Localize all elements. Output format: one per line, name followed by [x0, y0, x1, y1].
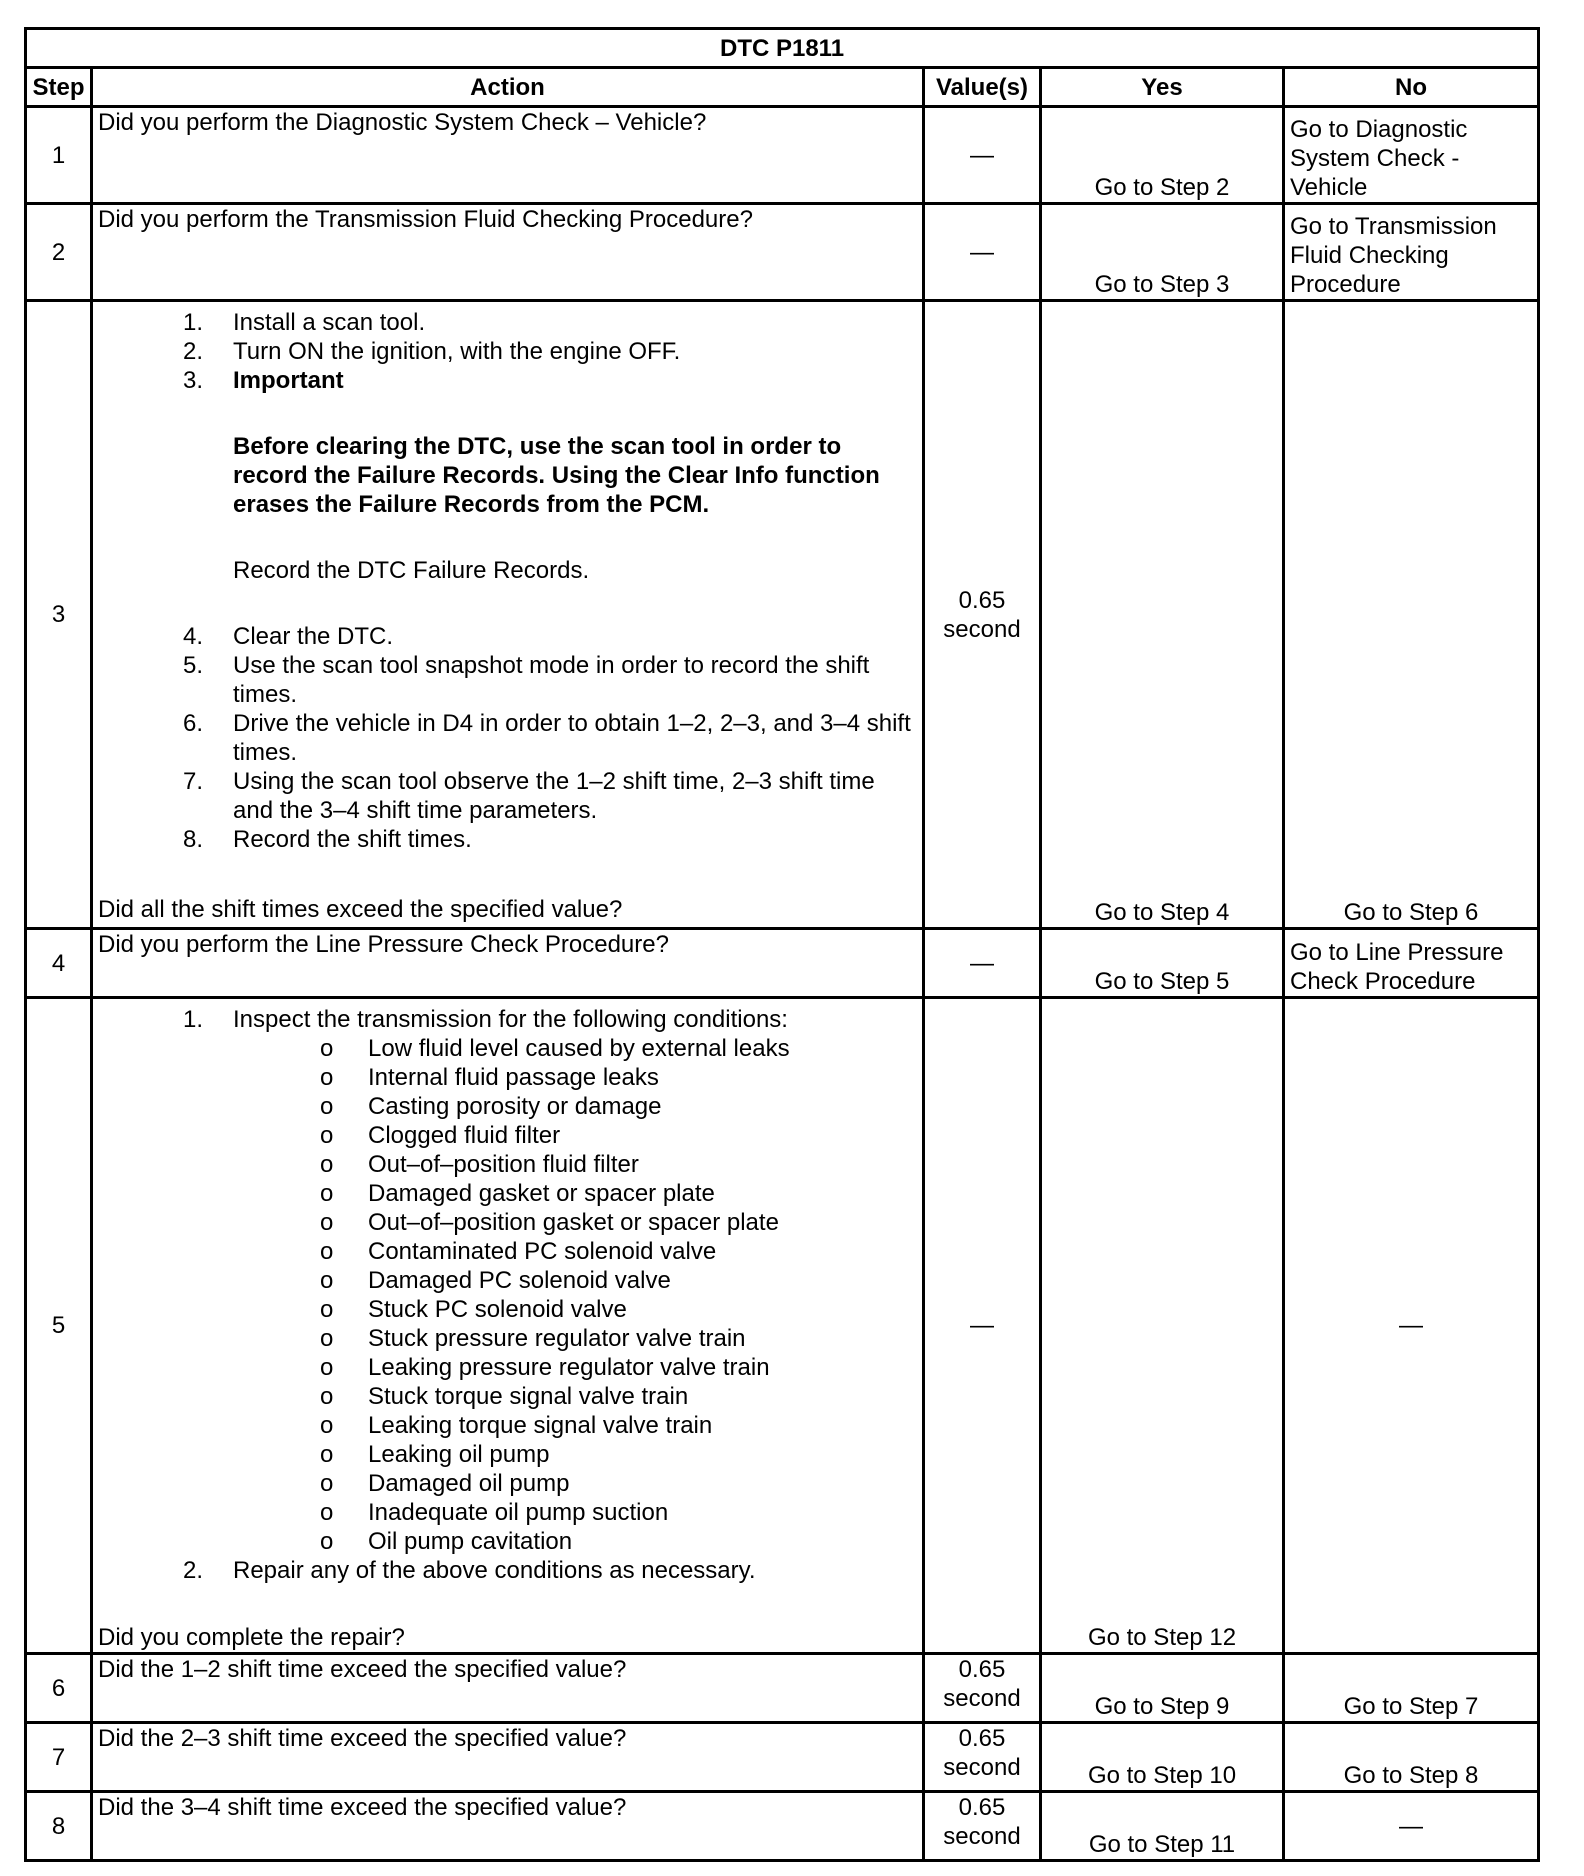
step-number: 6 [26, 1654, 92, 1723]
list-item: o Stuck pressure regulator valve train [320, 1325, 746, 1352]
list-item: 5. Use the scan tool snapshot mode in order to record the shift times. [182, 652, 870, 708]
table-row [26, 1792, 1539, 1861]
no-cell: Go to Line Pressure Check Procedure [1284, 929, 1539, 998]
no-cell: Go to Step 7 [1284, 1654, 1539, 1723]
table-row [26, 1654, 1539, 1723]
list-item: 4. Clear the DTC. [182, 623, 394, 650]
header-no: No [1284, 68, 1539, 107]
list-item: o Leaking oil pump [320, 1441, 550, 1468]
table-row [26, 1723, 1539, 1792]
record-note: Record the DTC Failure Records. [233, 557, 590, 584]
list-item: o Damaged PC solenoid valve [320, 1267, 671, 1294]
action-question: Did you perform the Diagnostic System Check – Vehicle? [92, 107, 924, 204]
value-cell: 0.65 second [924, 301, 1041, 929]
table-row [26, 301, 1539, 929]
value-cell: 0.65 second [924, 1792, 1041, 1861]
action-question: Did you perform the Transmission Fluid Checking Procedure? [92, 204, 924, 301]
step-number: 2 [26, 204, 92, 301]
list-item: 8. Record the shift times. [182, 826, 472, 853]
list-item: 1. Inspect the transmission for the following conditions: [182, 1006, 788, 1033]
step-number: 4 [26, 929, 92, 998]
list-item: o Casting porosity or damage [320, 1093, 662, 1120]
table-row [26, 998, 1539, 1654]
procedure-list [98, 308, 917, 395]
list-item: o Oil pump cavitation [320, 1528, 573, 1555]
list-item: 7. Using the scan tool observe the 1–2 shift time, 2–3 shift time and the 3–4 shift time parameters. [182, 768, 875, 824]
action-question: Did the 3–4 shift time exceed the specified value? [92, 1792, 924, 1861]
step-number: 5 [26, 998, 92, 1654]
yes-cell: Go to Step 9 [1041, 1654, 1284, 1723]
step-number: 8 [26, 1792, 92, 1861]
header-step: Step [26, 68, 92, 107]
no-cell: Go to Step 8 [1284, 1723, 1539, 1792]
list-item: o Internal fluid passage leaks [320, 1064, 659, 1091]
no-cell: Go to Step 6 [1284, 301, 1539, 929]
procedure-list [98, 1005, 917, 1034]
header-action: Action [92, 68, 924, 107]
header-yes: Yes [1041, 68, 1284, 107]
list-item: o Damaged oil pump [320, 1470, 570, 1497]
yes-cell: Go to Step 5 [1041, 929, 1284, 998]
action-cell [92, 301, 924, 929]
yes-cell: Go to Step 11 [1041, 1792, 1284, 1861]
table-row [26, 929, 1539, 998]
table-row [26, 204, 1539, 301]
yes-cell: Go to Step 3 [1041, 204, 1284, 301]
no-cell: Go to Transmission Fluid Checking Procedure [1284, 204, 1539, 301]
list-item: 2. Repair any of the above conditions as necessary. [182, 1557, 756, 1584]
list-item: o Out–of–position fluid filter [320, 1151, 639, 1178]
action-cell [92, 998, 924, 1654]
action-question: Did all the shift times exceed the specified value? [98, 896, 623, 923]
list-item: o Out–of–position gasket or spacer plate [320, 1209, 779, 1236]
action-question: Did the 1–2 shift time exceed the specified value? [92, 1654, 924, 1723]
yes-cell: Go to Step 2 [1041, 107, 1284, 204]
table-row [26, 107, 1539, 204]
action-question: Did you perform the Line Pressure Check Procedure? [92, 929, 924, 998]
procedure-list [98, 1556, 917, 1585]
value-cell: 0.65 second [924, 1654, 1041, 1723]
value-cell: — [924, 107, 1041, 204]
conditions-list [98, 1034, 917, 1556]
list-item: o Low fluid level caused by external leaks [320, 1035, 790, 1062]
value-cell: 0.65 second [924, 1723, 1041, 1792]
no-cell: — [1284, 998, 1539, 1654]
yes-cell: Go to Step 12 [1041, 998, 1284, 1654]
list-item: o Stuck torque signal valve train [320, 1383, 689, 1410]
action-question: Did the 2–3 shift time exceed the specified value? [92, 1723, 924, 1792]
list-item: 2. Turn ON the ignition, with the engine OFF. [182, 338, 681, 365]
dtc-table [24, 27, 1540, 1862]
list-item: o Stuck PC solenoid valve [320, 1296, 627, 1323]
list-item: o Contaminated PC solenoid valve [320, 1238, 717, 1265]
no-cell: Go to Diagnostic System Check - Vehicle [1284, 107, 1539, 204]
procedure-list [98, 622, 917, 854]
yes-cell: Go to Step 4 [1041, 301, 1284, 929]
value-cell: — [924, 998, 1041, 1654]
value-cell: — [924, 204, 1041, 301]
step-number: 1 [26, 107, 92, 204]
important-note: Before clearing the DTC, use the scan tool in order to record the Failure Records. Using the Clear Info function erases the Failure Records from the PCM. [233, 433, 880, 518]
list-item: 6. Drive the vehicle in D4 in order to obtain 1–2, 2–3, and 3–4 shift times. [182, 710, 911, 766]
list-item: o Leaking pressure regulator valve train [320, 1354, 770, 1381]
table-title: DTC P1811 [26, 29, 1539, 68]
list-item: o Inadequate oil pump suction [320, 1499, 669, 1526]
action-question: Did you complete the repair? [98, 1624, 405, 1651]
no-cell: — [1284, 1792, 1539, 1861]
list-item: o Leaking torque signal valve train [320, 1412, 713, 1439]
header-values: Value(s) [924, 68, 1041, 107]
value-cell: — [924, 929, 1041, 998]
list-item: 1. Install a scan tool. [182, 309, 426, 336]
list-item: o Damaged gasket or spacer plate [320, 1180, 715, 1207]
list-item: o Clogged fluid filter [320, 1122, 561, 1149]
list-item: 3. Important [182, 367, 344, 394]
yes-cell: Go to Step 10 [1041, 1723, 1284, 1792]
step-number: 3 [26, 301, 92, 929]
step-number: 7 [26, 1723, 92, 1792]
